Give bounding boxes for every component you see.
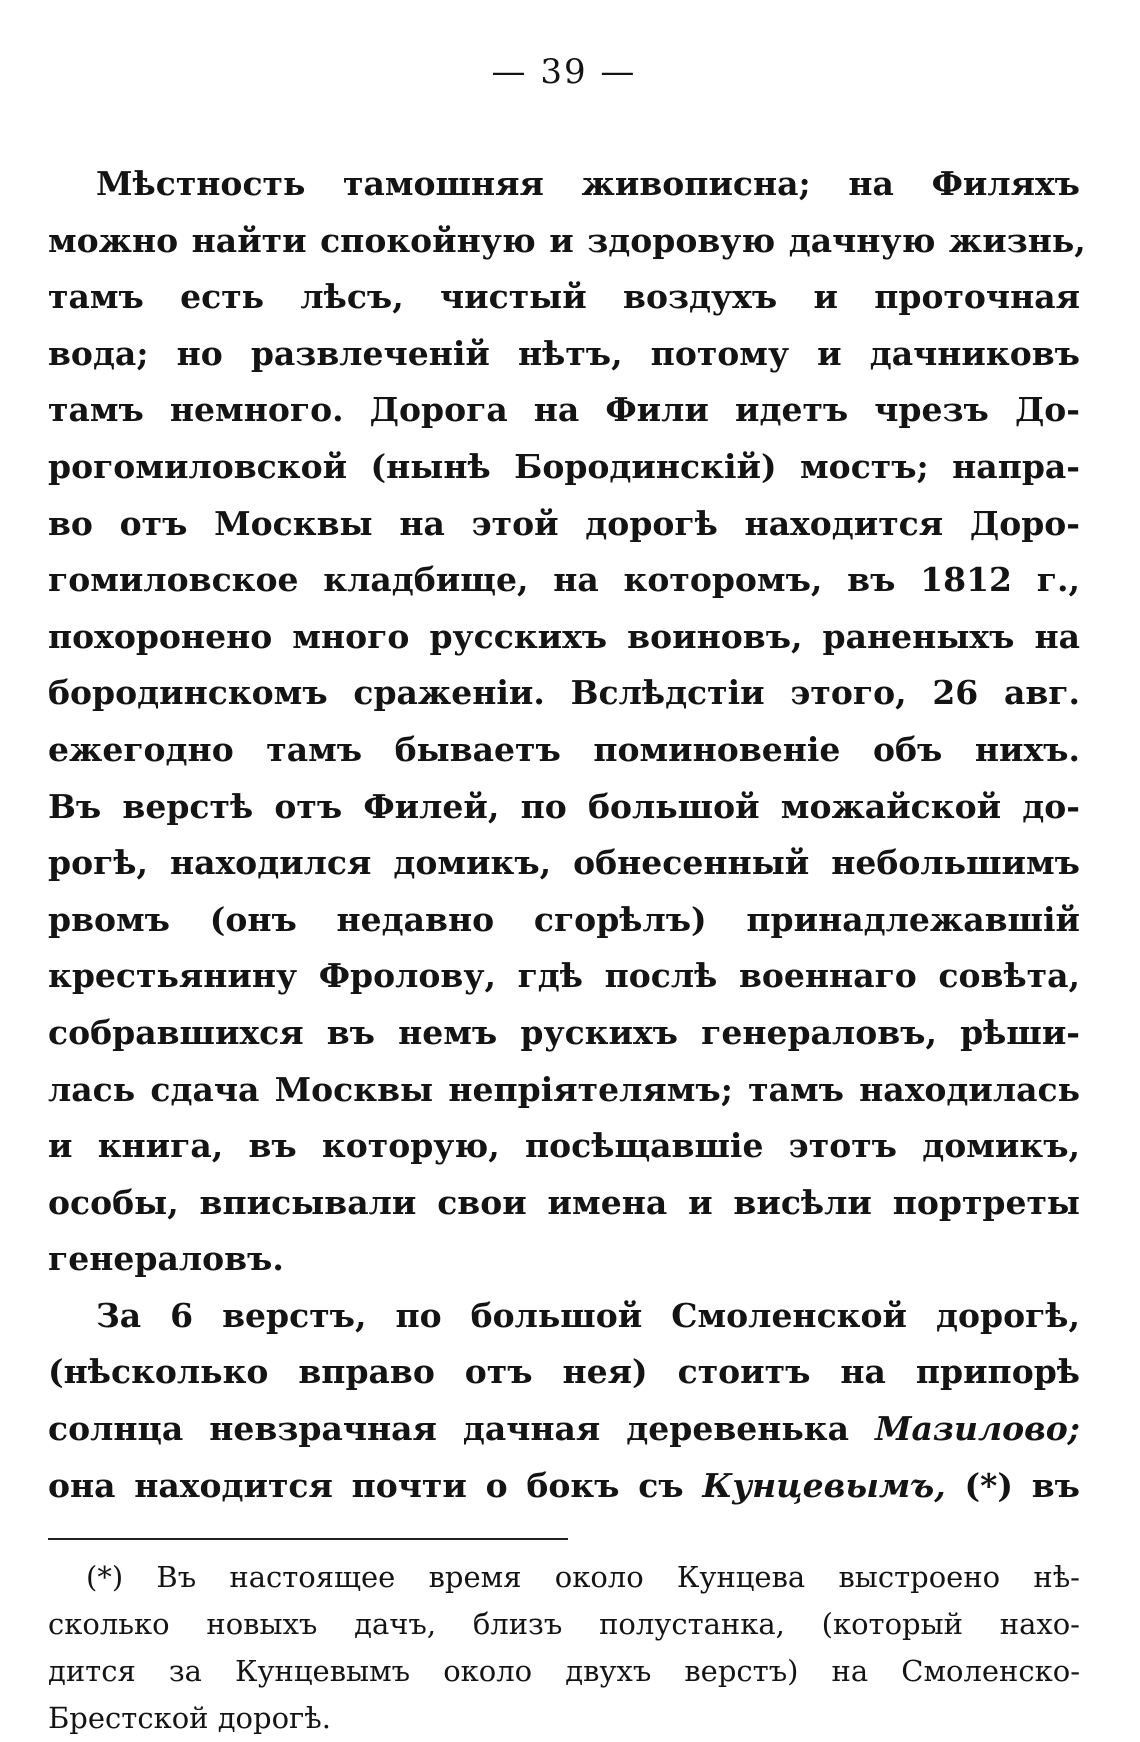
- text-line: бородинскомъ сраженіи. Вслѣдстіи этого, 26 авг.: [48, 673, 1080, 713]
- footnote-line: сколько новыхъ дачъ, близъ полустанка, (который нахо-: [48, 1607, 1080, 1642]
- text-line: гомиловское кладбище, на которомъ, въ 1812 г.,: [48, 560, 1080, 600]
- text-line: [48, 1458, 1080, 1515]
- text-line: (нѣсколько вправо отъ нея) стоитъ на припорѣ: [48, 1352, 1080, 1392]
- footnote-line: (*) Въ настоящее время около Кунцева выстроено нѣ-: [86, 1560, 1080, 1595]
- page-number: — 39 —: [491, 52, 637, 92]
- text-line: Мѣстность тамошняя живописна; на Филяхъ: [96, 164, 1080, 203]
- text-line: вода; но развлеченій нѣтъ, потому и дачниковъ: [48, 333, 1080, 373]
- text-line: особы, вписывали свои имена и висѣли портреты: [48, 1182, 1080, 1222]
- text-fragment: солнца невзрачная дачная деревенька: [48, 1409, 850, 1449]
- place-name-kuntsevo: Кунцевымъ,: [702, 1465, 946, 1505]
- text-line: рогѣ, находился домикъ, обнесенный небольшимъ: [48, 843, 1080, 883]
- paragraph-2: [48, 1288, 1080, 1514]
- text-line: тамъ немного. Дорога на Фили идетъ чрезъ До-: [48, 390, 1080, 430]
- footnote-divider: [48, 1538, 568, 1540]
- footnote-line: Брестской дорогѣ.: [48, 1701, 331, 1736]
- body-text: [48, 156, 1086, 1514]
- text-line: генераловъ.: [48, 1239, 284, 1279]
- text-line: можно найти спокойную и здоровую дачную жизнь,: [48, 220, 1086, 260]
- text-line: За 6 верстъ, по большой Смоленской дорогѣ,: [96, 1295, 1080, 1335]
- text-line: ежегодно тамъ бываетъ поминовеніе объ нихъ.: [48, 729, 1080, 769]
- text-fragment: она находится почти о бокъ съ: [48, 1465, 684, 1505]
- text-line: рогомиловской (нынѣ Бородинскій) мостъ; напра-: [48, 446, 1080, 486]
- text-line: и книга, въ которую, посѣщавшіе этотъ домикъ,: [48, 1126, 1080, 1166]
- text-line: собравшихся въ немъ рускихъ генераловъ, рѣши-: [48, 1012, 1080, 1052]
- footnote: [48, 1554, 1080, 1742]
- footnote-reference: (*) въ: [964, 1465, 1080, 1505]
- text-line: крестьянину Фролову, гдѣ послѣ военнаго совѣта,: [48, 956, 1080, 996]
- text-line: похоронено много русскихъ воиновъ, раненыхъ на: [48, 616, 1080, 656]
- footnote-line: дится за Кунцевымъ около двухъ верстъ) на Смоленско-: [48, 1654, 1080, 1689]
- text-line: [48, 1401, 1080, 1458]
- paragraph-1: [48, 156, 1086, 1288]
- text-line: во отъ Москвы на этой дорогѣ находится Доро-: [48, 503, 1080, 543]
- text-line: лась сдача Москвы непріятелямъ; тамъ находилась: [48, 1069, 1080, 1109]
- text-line: рвомъ (онъ недавно сгорѣлъ) принадлежавшій: [48, 899, 1080, 939]
- place-name-mazilovo: Мазилово;: [875, 1409, 1080, 1449]
- text-line: тамъ есть лѣсъ, чистый воздухъ и проточная: [48, 277, 1080, 317]
- text-line: Въ верстѣ отъ Филей, по большой можайской до-: [48, 786, 1080, 826]
